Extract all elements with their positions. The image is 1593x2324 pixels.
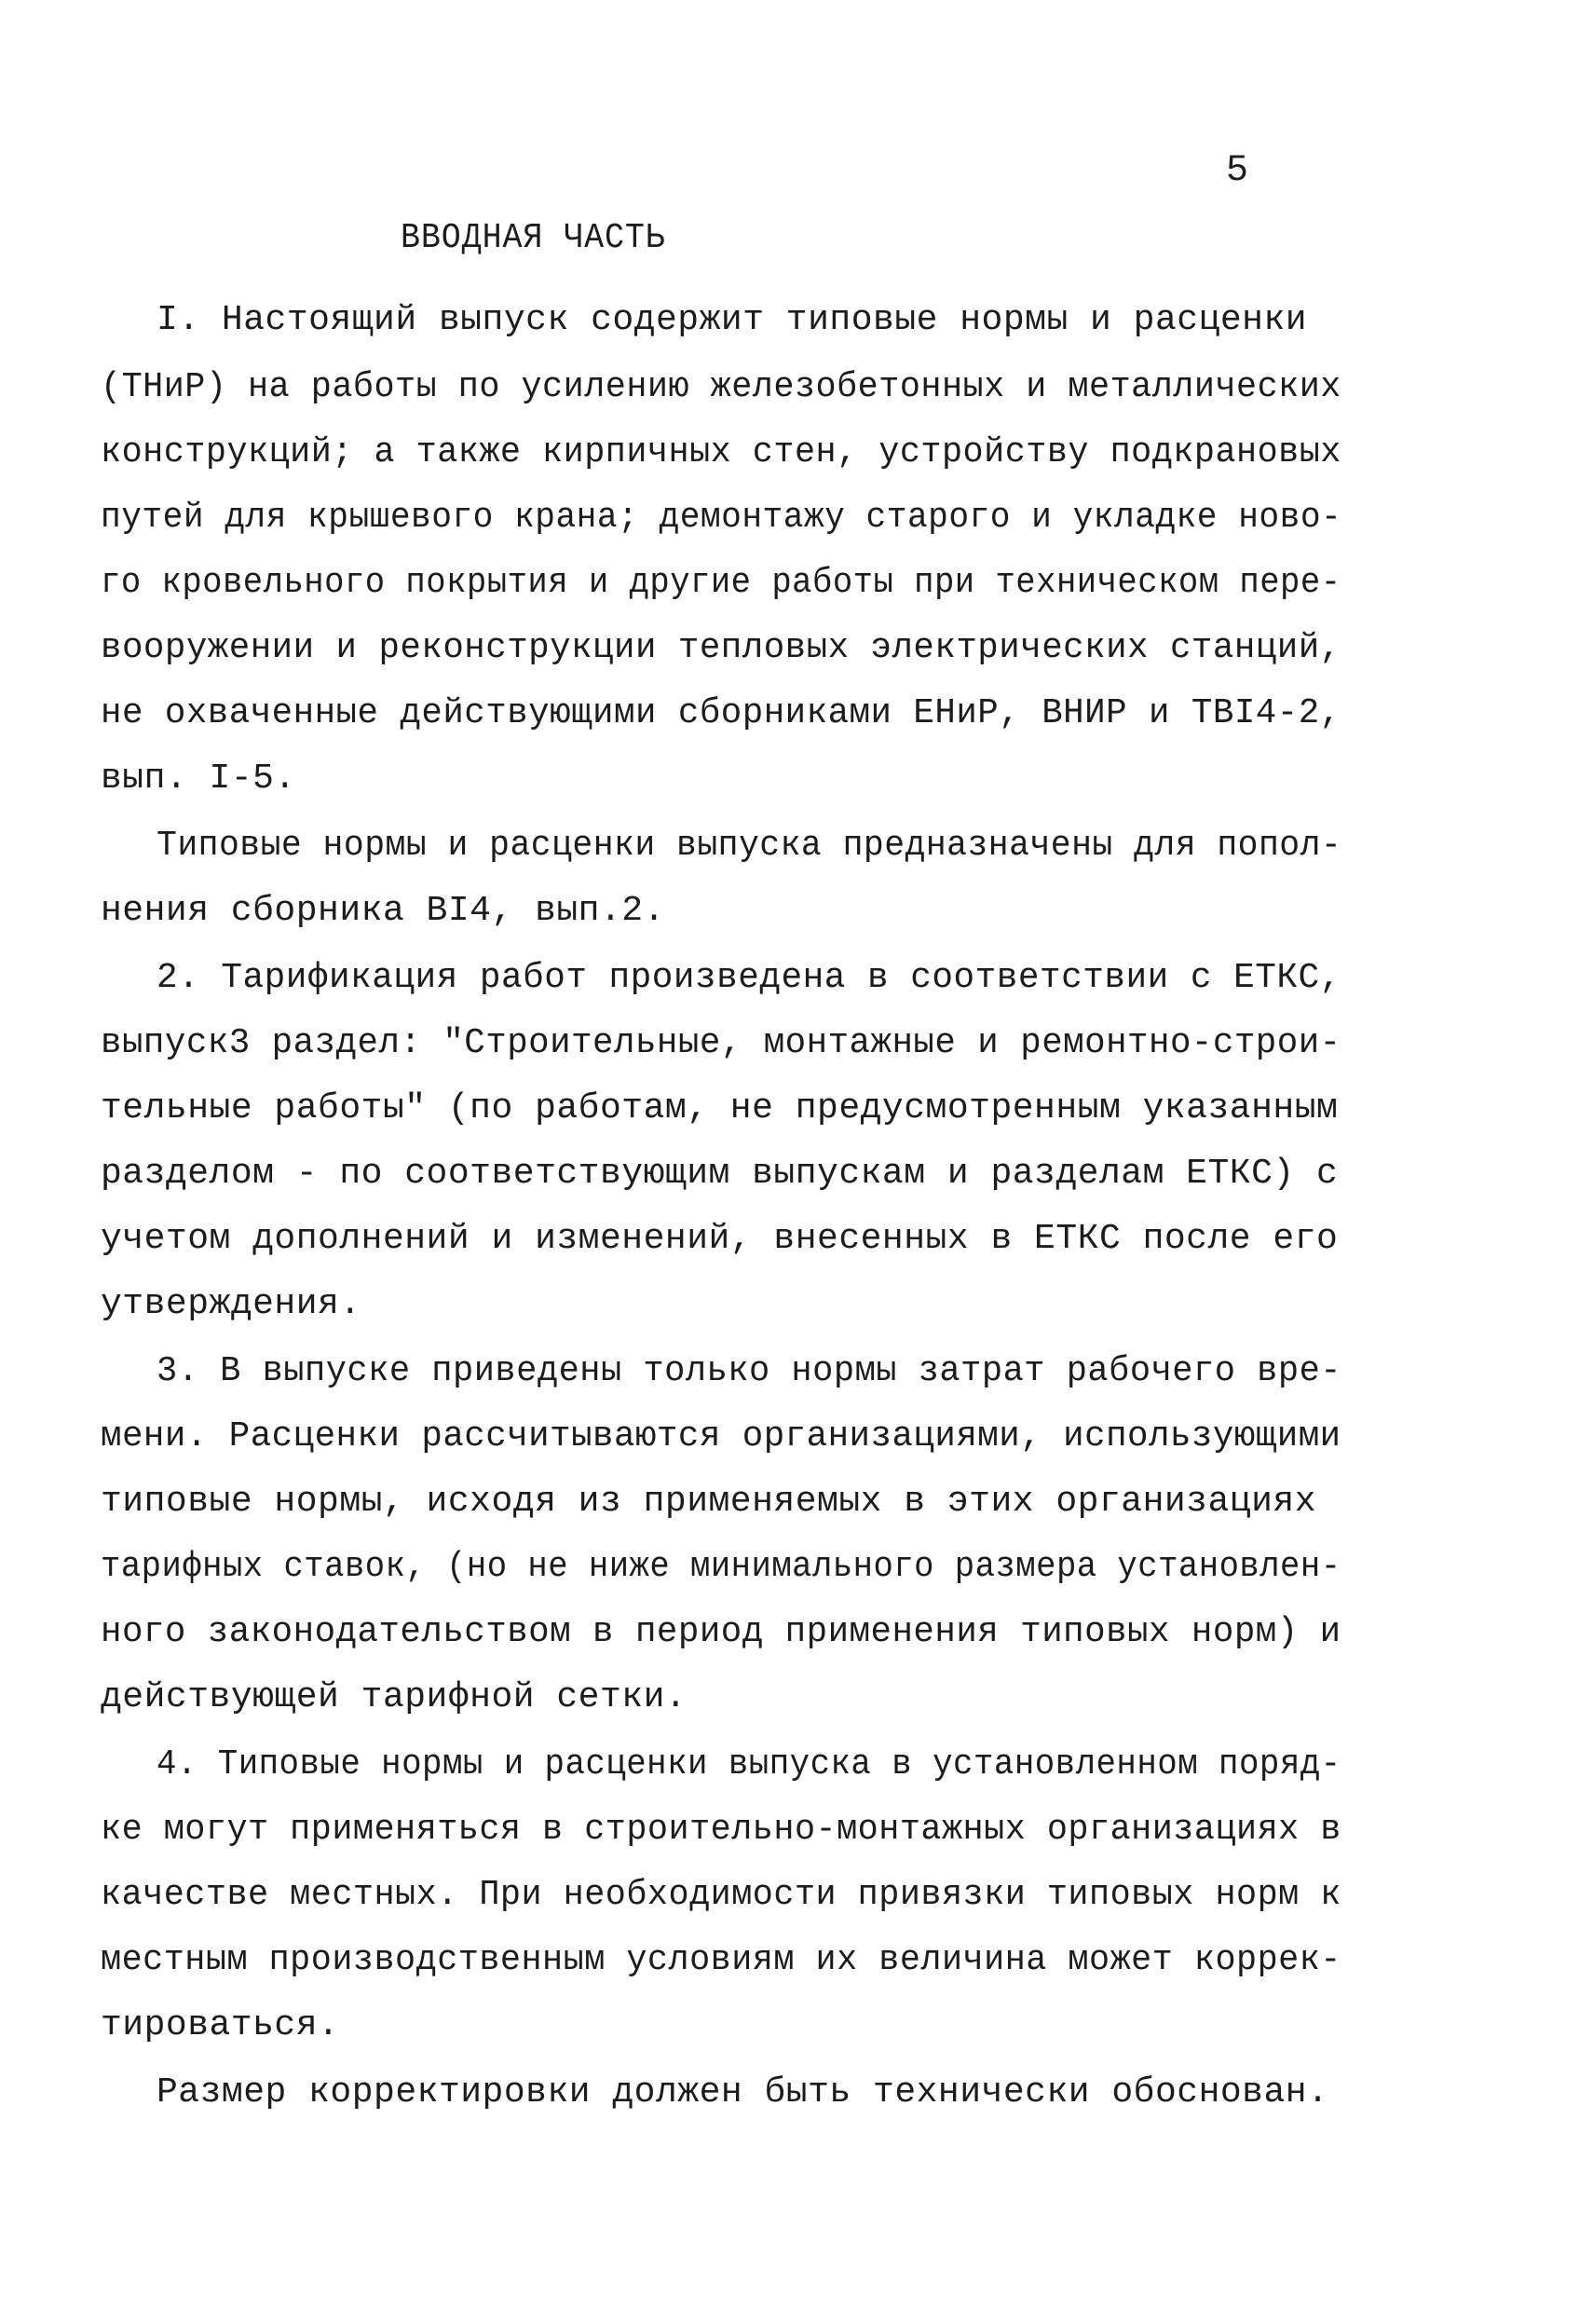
text-line: утверждения. — [101, 1284, 361, 1324]
text-line: тироваться. — [101, 2005, 340, 2045]
text-line: конструкций; а также кирпичных стен, устройству подкрановых — [101, 432, 1341, 472]
text-line: (ТНиР) на работы по усилению железобетонных и металлических — [101, 367, 1341, 407]
text-line: действующей тарифной сетки. — [101, 1677, 688, 1717]
text-line: тарифных ставок, (но не ниже минимального размера установлен- — [101, 1547, 1341, 1587]
text-line: не охваченные действующими сборниками ЕНиР, ВНИР и ТВI4-2, — [101, 693, 1341, 733]
text-line: Типовые нормы и расценки выпуска предназначены для попол- — [157, 826, 1342, 866]
text-line: качестве местных. При необходимости привязки типовых норм к — [101, 1875, 1341, 1915]
text-line: го кровельного покрытия и другие работы при техническом пере- — [101, 563, 1341, 603]
text-line: ного законодательством в период применения типовых норм) и — [101, 1612, 1341, 1652]
text-line: ке могут применяться в строительно-монтажных организациях в — [101, 1810, 1341, 1850]
text-line: мени. Расценки рассчитываются организациями, использующими — [101, 1416, 1341, 1456]
text-line: нения сборника ВI4, вып.2. — [101, 891, 665, 931]
text-line: разделом - по соответствующим выпускам и разделам ЕТКС) с — [101, 1154, 1339, 1194]
text-line: выпуск3 раздел: "Строительные, монтажные и ремонтно-строи- — [101, 1023, 1341, 1063]
text-line: вооружении и реконструкции тепловых электрических станций, — [101, 628, 1341, 668]
text-line: I. Настоящий выпуск содержит типовые нормы и расценки — [157, 300, 1308, 340]
text-line: 2. Тарификация работ произведена в соответствии с ЕТКС, — [157, 958, 1341, 998]
text-line: путей для крышевого крана; демонтажу старого и укладке ново- — [101, 498, 1342, 538]
section-heading: ВВОДНАЯ ЧАСТЬ — [401, 218, 666, 258]
text-line: типовые нормы, исходя из применяемых в этих организациях — [101, 1482, 1317, 1522]
text-line: тельные работы" (по работам, не предусмотренным указанным — [101, 1088, 1339, 1128]
text-line: вып. I-5. — [101, 759, 296, 799]
text-line: Размер корректировки должен быть технически обоснован. — [157, 2072, 1329, 2112]
page-number: 5 — [1226, 150, 1249, 192]
text-line: 4. Типовые нормы и расценки выпуска в установленном поряд- — [157, 1744, 1341, 1784]
text-line: местным производственным условиям их величина может коррек- — [101, 1940, 1341, 1980]
text-line: учетом дополнений и изменений, внесенных в ЕТКС после его — [101, 1219, 1339, 1259]
text-line: 3. В выпуске приведены только нормы затрат рабочего вре- — [157, 1351, 1341, 1391]
